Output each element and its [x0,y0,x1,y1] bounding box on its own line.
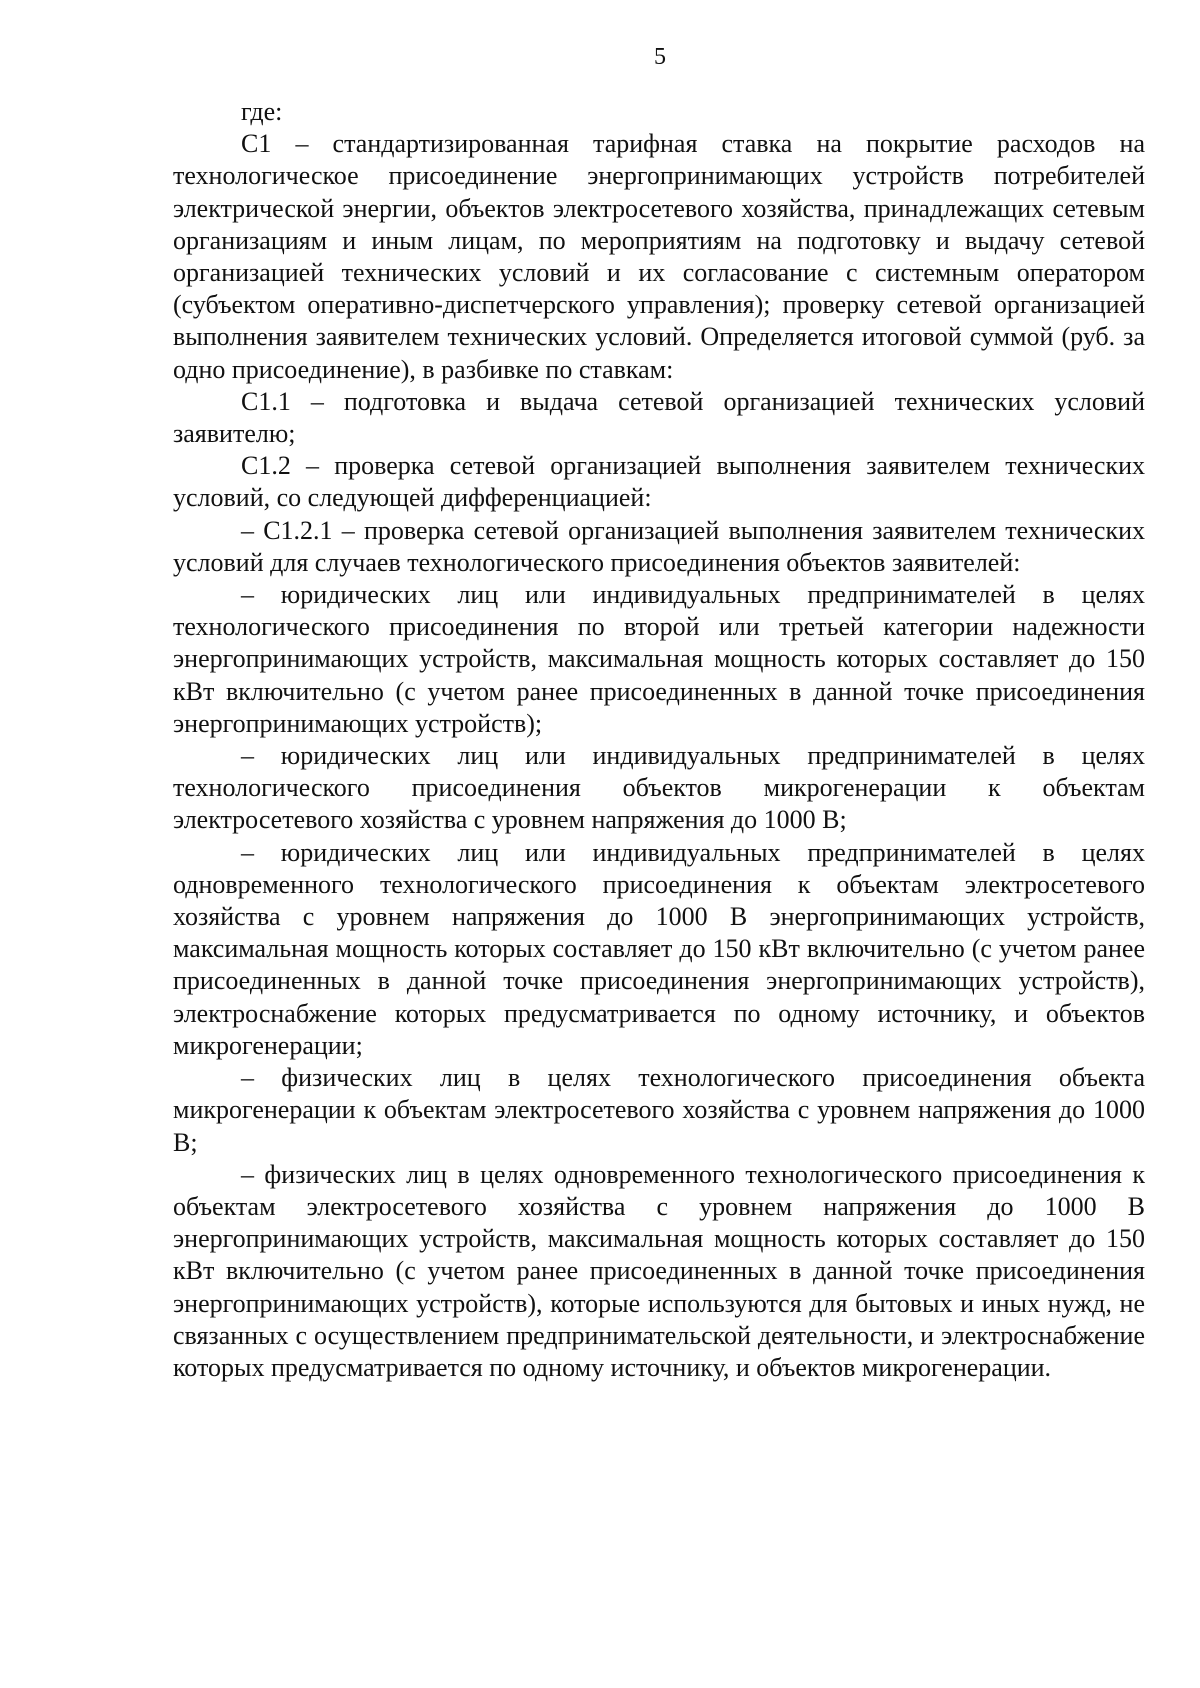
paragraph-c1-2: С1.2 – проверка сетевой организацией выполнения заявителем технических условий, со следующей дифференциацией: [173,451,1145,513]
document-body [173,96,1145,1384]
paragraph-where: где: [241,97,283,126]
list-item-individuals-microgeneration: – физических лиц в целях технологического присоединения объекта микрогенерации к объектам электросетевого хозяйства с уровнем напряжения до 1000 В; [173,1063,1145,1157]
list-item-legal-entities-category: – юридических лиц или индивидуальных предпринимателей в целях технологического присоединения по второй или третьей категории надежности энергопринимающих устройств, максимальная мощность которых составляет до 150 кВт включительно (с учетом ранее присоединенных в данной точке присоединения энергопринимающих устройств); [173,580,1145,738]
list-item-individuals-simultaneous: – физических лиц в целях одновременного технологического присоединения к объектам электросетевого хозяйства с уровнем напряжения до 1000 В энергопринимающих устройств, максимальная мощность которых составляет до 150 кВт включительно (с учетом ранее присоединенных в данной точке присоединения энергопринимающих устройств), которые используются для бытовых и иных нужд, не связанных с осуществлением предпринимательской деятельности, и электроснабжение которых предусматривается по одному источнику, и объектов микрогенерации. [173,1159,1145,1382]
list-item-legal-entities-simultaneous: – юридических лиц или индивидуальных предпринимателей в целях одновременного технологического присоединения к объектам электросетевого хозяйства с уровнем напряжения до 1000 В энергопринимающих устройств, максимальная мощность которых составляет до 150 кВт включительно (с учетом ранее присоединенных в данной точке присоединения энергопринимающих устройств), электроснабжение которых предусматривается по одному источнику, и объектов микрогенерации; [173,837,1145,1060]
paragraph-c1-1: С1.1 – подготовка и выдача сетевой организацией технических условий заявителю; [173,386,1145,449]
page-number: 5 [654,44,666,70]
paragraph-c1-definition: С1 – стандартизированная тарифная ставка на покрытие расходов на технологическое присоединение энергопринимающих устройств потребителей электрической энергии, объектов электросетевого хозяйства, принадлежащих сетевым организациям и иным лицам, по мероприятиям на подготовку и выдачу сетевой организацией технических условий и их согласование с системным оператором (субъектом оперативно-диспетчерского управления); проверку сетевой организацией выполнения заявителем технических условий. Определяется итоговой суммой (руб. за одно присоединение), в разбивке по ставкам: [173,129,1145,384]
paragraph-c1-2-1: – С1.2.1 – проверка сетевой организацией выполнения заявителем технических условий для случаев технологического присоединения объектов заявителей: [173,515,1145,577]
list-item-legal-entities-microgeneration: – юридических лиц или индивидуальных предпринимателей в целях технологического присоединения объектов микрогенерации к объектам электросетевого хозяйства с уровнем напряжения до 1000 В; [173,741,1145,835]
